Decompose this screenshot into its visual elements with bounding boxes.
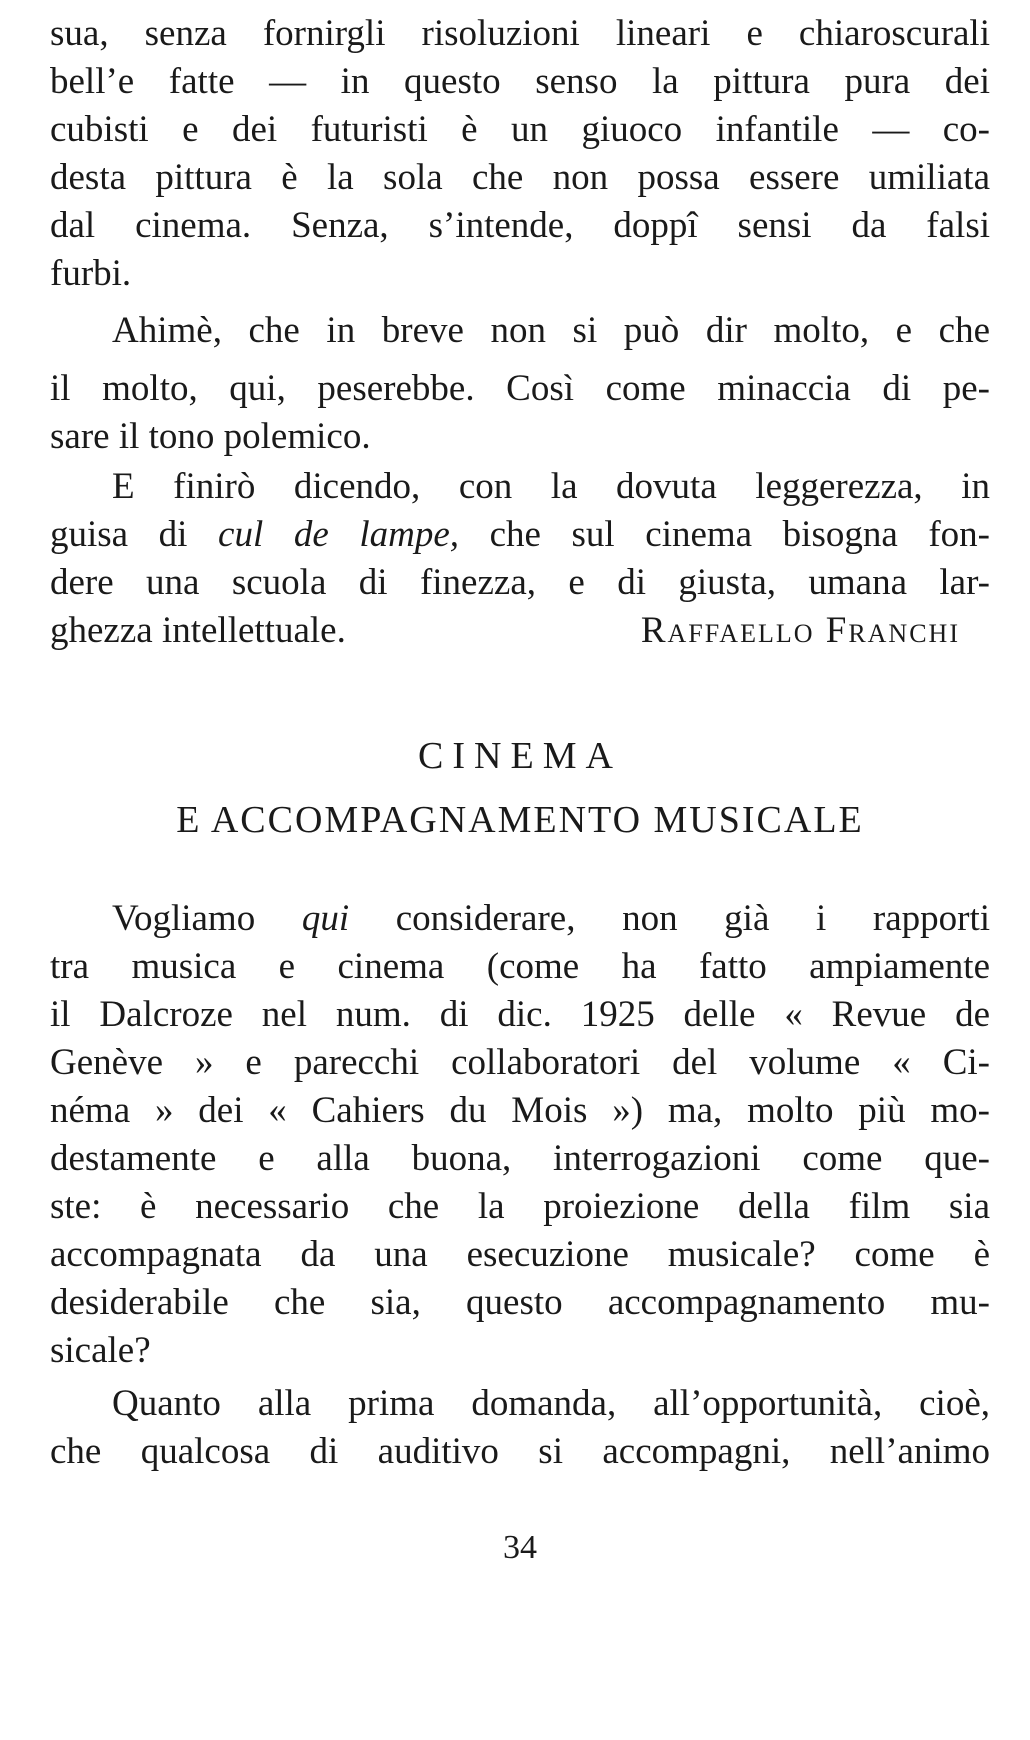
paragraph4-line-10: sicale? <box>50 1330 151 1371</box>
paragraph4-line-2: tra musica e cinema (come ha fatto ampiamente <box>50 946 990 987</box>
paragraph4-line-9: desiderabile che sia, questo accompagnamento mu- <box>50 1282 990 1323</box>
paragraph4-line-7: ste: è necessario che la proiezione della film sia <box>50 1186 990 1227</box>
author-signature: Raffaello Franchi <box>640 610 960 651</box>
paragraph4-line-3: il Dalcroze nel num. di dic. 1925 delle « Revue de <box>50 994 990 1035</box>
paragraph3-line-4: ghezza intellettuale. <box>50 610 346 651</box>
paragraph2-line-1: Ahimè, che in breve non si può dir molto, e che <box>112 310 990 351</box>
paragraph1-line-3: cubisti e dei futuristi è un giuoco infantile — co- <box>50 109 990 150</box>
paragraph5-line-2: che qualcosa di auditivo si accompagni, nell’animo <box>50 1431 990 1472</box>
paragraph1-line-1: sua, senza fornirgli risoluzioni lineari e chiaroscurali <box>50 13 990 54</box>
page-number: 34 <box>503 1529 537 1566</box>
paragraph2-line-3: sare il tono polemico. <box>50 416 371 457</box>
paragraph1-line-4: desta pittura è la sola che non possa essere umiliata <box>50 157 990 198</box>
paragraph4-line-1-after: considerare, non già i rapporti <box>349 898 990 939</box>
paragraph4-line-1 <box>50 893 990 945</box>
paragraph3-line-3: dere una scuola di finezza, e di giusta, umana lar- <box>50 562 990 603</box>
paragraph5-line-1: Quanto alla prima domanda, all’opportunità, cioè, <box>112 1383 990 1424</box>
article-title-line-2: E ACCOMPAGNAMENTO MUSICALE <box>176 799 864 841</box>
paragraph4-line-1-before: Vogliamo <box>112 898 302 939</box>
paragraph3-line-2-after: che sul cinema bisogna fon- <box>459 514 991 555</box>
paragraph4-line-4: Genève » e parecchi collaboratori del volume « Ci- <box>50 1042 990 1083</box>
paragraph1-line-6: furbi. <box>50 253 132 294</box>
paragraph4-line-6: destamente e alla buona, interrogazioni come que- <box>50 1138 990 1179</box>
paragraph2-line-2: il molto, qui, peserebbe. Così come minaccia di pe- <box>50 368 990 409</box>
paragraph1-line-5: dal cinema. Senza, s’intende, doppî sensi da falsi <box>50 205 990 246</box>
paragraph3-italic-phrase: cul de lampe, <box>218 514 460 555</box>
paragraph1-line-2: bell’e fatte — in questo senso la pittura pura dei <box>50 61 990 102</box>
paragraph4-line-5: néma » dei « Cahiers du Mois ») ma, molto più mo- <box>50 1090 990 1131</box>
paragraph4-line-8: accompagnata da una esecuzione musicale? come è <box>50 1234 990 1275</box>
paragraph3-line-2-before: guisa di <box>50 514 219 555</box>
paragraph3-line-1: E finirò dicendo, con la dovuta leggerezza, in <box>112 466 990 507</box>
paragraph3-line-2 <box>50 509 990 561</box>
paragraph4-italic-word: qui <box>301 898 350 939</box>
article-title-line-1: CINEMA <box>418 735 622 777</box>
